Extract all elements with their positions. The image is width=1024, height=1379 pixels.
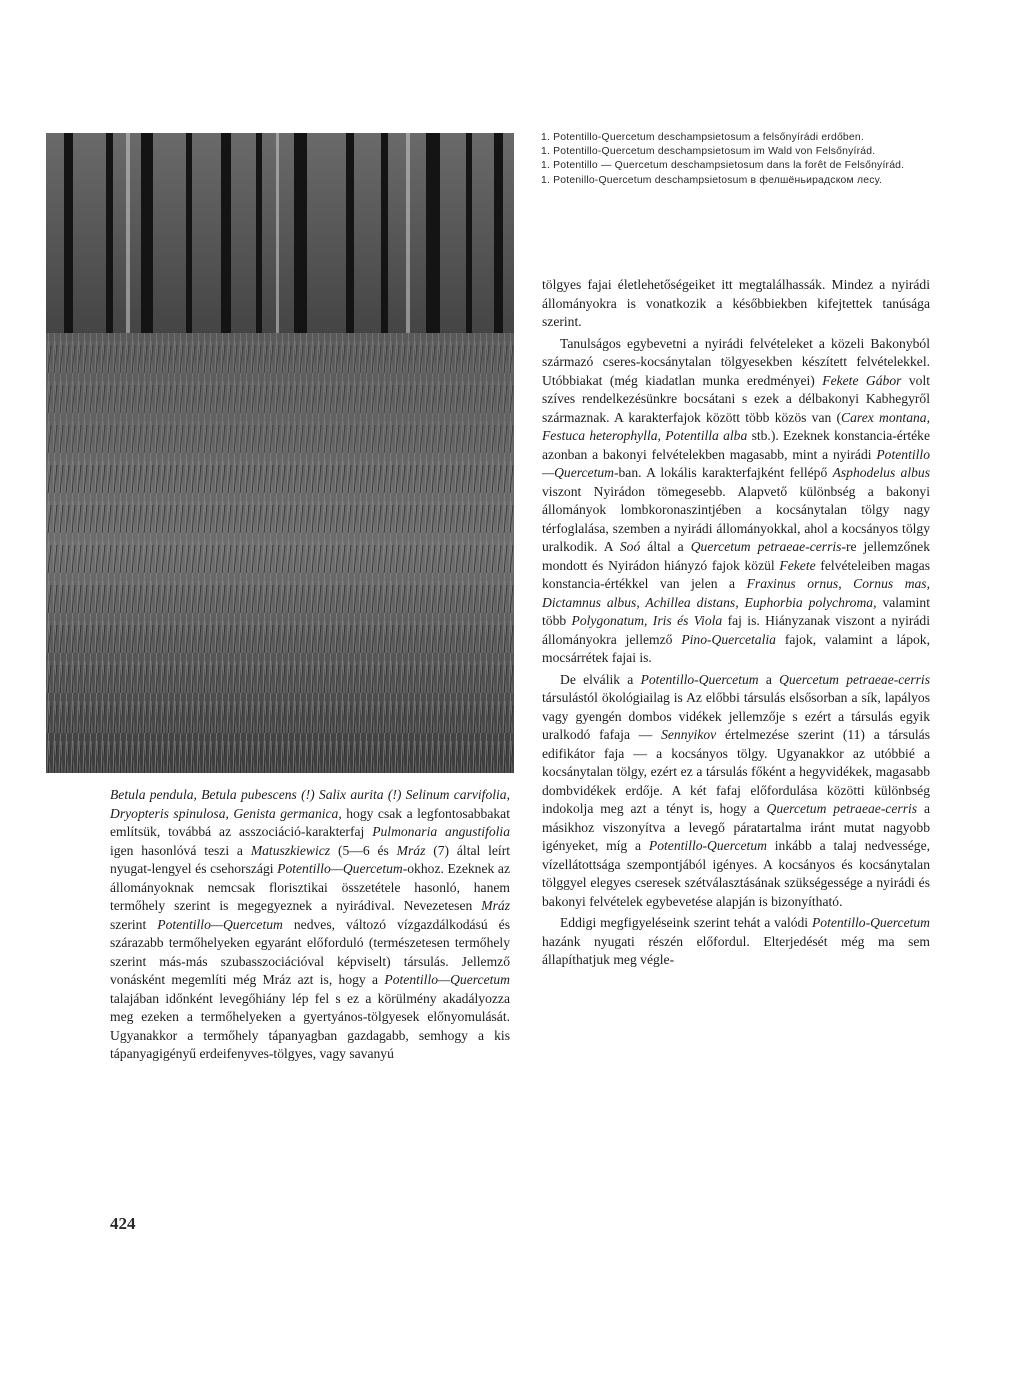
right-text-column	[542, 276, 930, 970]
page-number: 424	[110, 1214, 136, 1233]
paragraph: tölgyes fajai életlehetőségeiket itt megtalálhassák. Mindez a nyirádi állományokra is vonatkozik a későbbiekben kifejtettek tanúsága szerint.	[542, 277, 930, 329]
photo-caption	[541, 131, 931, 188]
forest-meadow-photo	[46, 133, 514, 773]
caption-line: 1. Potentillo — Quercetum deschampsietosum dans la forêt de Felsőnyírád.	[541, 160, 905, 172]
grassland-forest-photo-icon	[46, 133, 514, 773]
paragraph: Betula pendula, Betula pubescens (!) Salix aurita (!) Selinum carvifolia, Dryopteris spinulosa, Genista germanica, hogy csak a legfontosabbakat említsük, továbbá az asszociáció-karakterfaj Pulmonaria angustifolia igen hasonlóvá teszi a Matuszkiewicz (5—6 és Mráz (7) által leírt nyugat-lengyel és csehországi Potentillo—Quercetum-okhoz. Ezeknek az állományoknak nemcsak florisztikai összetétele hasonló, hanem termőhely szerint is megegyeznek a nyirádival. Nevezetesen Mráz szerint Potentillo—Quercetum nedves, változó vízgazdálkodású és szárazabb termőhelyeken egyaránt előforduló (természetesen termőhely szerint más-más szubasszociációval képviselt) társulás. Jellemző vonásként megemlíti még Mráz azt is, hogy a Potentillo—Quercetum talajában időnként levegőhiány lép fel s ez a körülmény akadályozza meg ezeken a termőhelyeken a gyertyános-tölgyesek előnyomulását. Ugyanakkor a termőhely tápanyagban gazdagabb, semhogy a kis tápanyagigényű erdeifenyves-tölgyes, vagy savanyú	[110, 787, 511, 1061]
paragraph: Tanulságos egybevetni a nyirádi felvételeket a közeli Bakonyból származó cseres-kocsánytalan tölgyesekben készített felvételekkel. Utóbbiakat (még kiadatlan munka eredményei) Fekete Gábor volt szíves rendelkezésünkre bocsátani s ezek a délbakonyi Kabhegyről származnak. A karakterfajok között több közös van (Carex montana, Festuca heterophylla, Potentilla alba stb.). Ezeknek konstancia-értéke azonban a bakonyi felvételekben magasabb, mint a nyirádi Potentillo—Quercetum-ban. A lokális karakterfajként fellépő Asphodelus albus viszont Nyirádon tömegesebb. Alapvető különbség a bakonyi állományok lombkoronaszintjében a kocsánytalan tölgy nagy térfoglalása, szemben a nyirádi állományokkal, ahol a kocsányos tölgy uralkodik. A Soó által a Quercetum petraeae-cerris-re jellemzőnek mondott és Nyirádon hiányzó fajok közül Fekete felvételeiben magas konstancia-értékkel van jelen a Fraxinus ornus, Cornus mas, Dictamnus albus, Achillea distans, Euphorbia polychroma, valamint több Polygonatum, Iris és Viola faj is. Hiányzanak viszont a nyirádi állományokra jellemző Pino-Quercetalia fajok, valamint a lápok, mocsárrétek fajai is.	[542, 335, 931, 665]
paragraph: De elválik a Potentillo-Quercetum a Quercetum petraeae-cerris társulástól ökológiailag is Az előbbi társulás elsősorban a sík, lapályos vagy gyengén dombos vidékek jellemzője s ezért a társulás egyik uralkodó fafaja — Sennyikov értelmezése szerint (11) a társulás edifikátor faja — a kocsányos tölgy. Ugyanakkor az utóbbié a kocsánytalan tölgy, ezért ez a társulás főként a hegyvidékek, magasabb dombvidékek erdője. A két fafaj előfordulása közötti különbség indokolja meg azt a tényt is, hogy a Quercetum petraeae-cerris a másikhoz viszonyítva a levegő páratartalma iránt mutat nagyobb igényeket, míg a Potentillo-Quercetum inkább a talaj nedvessége, vízellátottsága szempontjából igényes. A kocsányos és kocsánytalan tölggyel elegyes cseresek szétválasztásának szükségessége a nyirádi és bakonyi felvételek egybevetése alapján is bizonyítható.	[542, 671, 931, 909]
left-text-column	[110, 786, 510, 1064]
caption-line: 1. Potentillo-Quercetum deschampsietosum a felsőnyírádi erdőben.	[541, 132, 864, 143]
caption-line: 1. Potenillo-Quercetum deschampsietosum в фелшёньирадском лесу.	[541, 174, 883, 186]
caption-line: 1. Potentillo-Quercetum deschampsietosum im Wald von Felsőnyírád.	[541, 146, 876, 158]
paragraph: Eddigi megfigyeléseink szerint tehát a valódi Potentillo-Quercetum hazánk nyugati részén előfordul. Elterjedését még ma sem állapíthatjuk meg végle-	[542, 915, 930, 967]
